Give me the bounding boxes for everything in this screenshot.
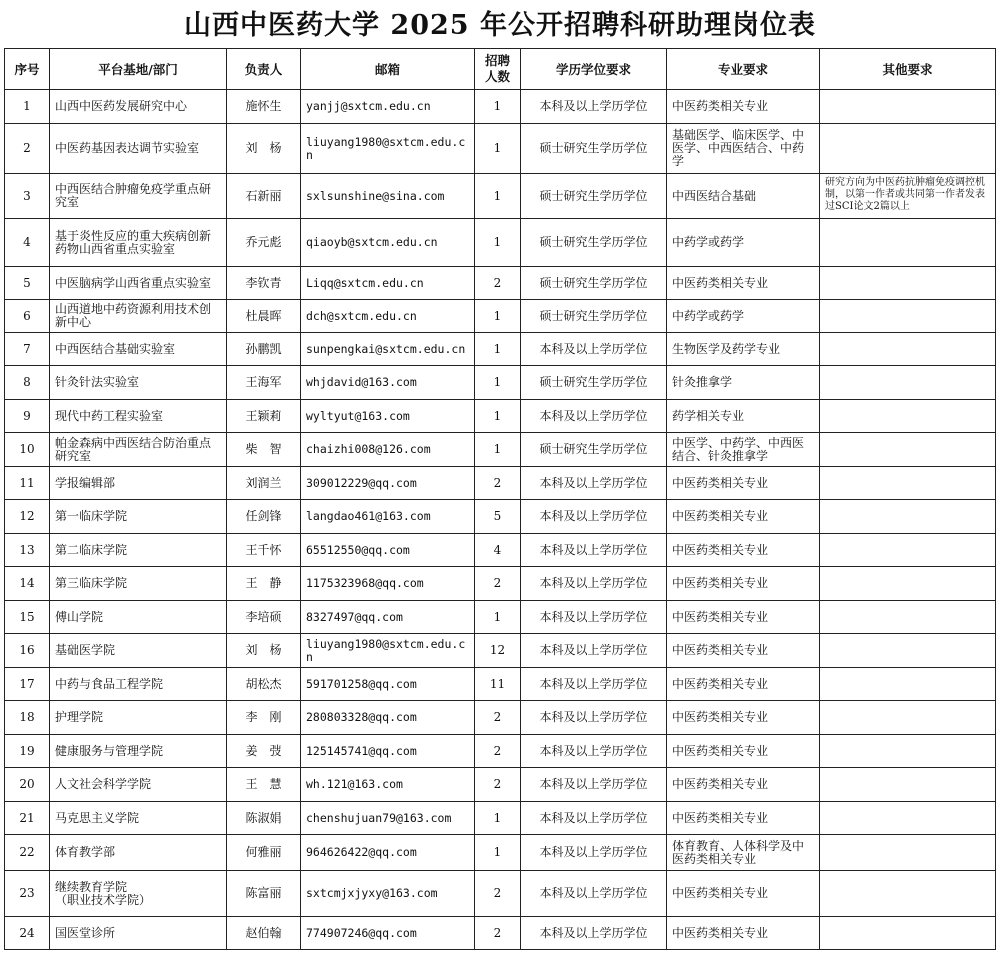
cell-department: 第三临床学院 <box>50 567 227 601</box>
cell-education: 硕士研究生学历学位 <box>521 219 667 267</box>
cell-other <box>820 634 996 668</box>
cell-head: 姜 弢 <box>227 735 301 768</box>
cell-department: 中医脑病学山西省重点实验室 <box>50 267 227 300</box>
cell-no: 13 <box>5 534 50 567</box>
cell-department: 山西中医药发展研究中心 <box>50 90 227 124</box>
header-cell: 序号 <box>5 49 50 90</box>
cell-education: 硕士研究生学历学位 <box>521 366 667 400</box>
cell-other <box>820 433 996 467</box>
header-cell: 专业要求 <box>667 49 820 90</box>
cell-major: 中医药类相关专业 <box>667 802 820 835</box>
cell-no: 4 <box>5 219 50 267</box>
cell-count: 1 <box>475 219 521 267</box>
cell-head: 赵伯翰 <box>227 917 301 950</box>
cell-other <box>820 735 996 768</box>
table-row <box>5 871 996 917</box>
cell-other <box>820 267 996 300</box>
cell-no: 5 <box>5 267 50 300</box>
cell-head: 石新丽 <box>227 174 301 219</box>
cell-head: 王 静 <box>227 567 301 601</box>
cell-no: 1 <box>5 90 50 124</box>
cell-major: 中医药类相关专业 <box>667 871 820 917</box>
cell-head: 王千怀 <box>227 534 301 567</box>
cell-other <box>820 90 996 124</box>
page-title: 山西中医药大学 2025 年公开招聘科研助理岗位表 <box>184 10 816 41</box>
cell-no: 24 <box>5 917 50 950</box>
header-row <box>5 49 996 90</box>
cell-email: sunpengkai@sxtcm.edu.cn <box>301 333 475 366</box>
cell-email: liuyang1980@sxtcm.edu.cn <box>301 634 475 668</box>
cell-count: 2 <box>475 701 521 735</box>
cell-count: 1 <box>475 601 521 634</box>
cell-other <box>820 835 996 871</box>
table-row <box>5 634 996 668</box>
cell-major: 中医药类相关专业 <box>667 701 820 735</box>
cell-no: 15 <box>5 601 50 634</box>
cell-count: 1 <box>475 300 521 333</box>
cell-head: 刘 杨 <box>227 124 301 174</box>
cell-count: 2 <box>475 768 521 802</box>
cell-count: 2 <box>475 735 521 768</box>
cell-email: liuyang1980@sxtcm.edu.cn <box>301 124 475 174</box>
cell-email: 1175323968@qq.com <box>301 567 475 601</box>
cell-department: 基于炎性反应的重大疾病创新药物山西省重点实验室 <box>50 219 227 267</box>
table-row <box>5 701 996 735</box>
cell-head: 王颖莉 <box>227 400 301 433</box>
cell-department: 傅山学院 <box>50 601 227 634</box>
cell-count: 1 <box>475 400 521 433</box>
cell-count: 11 <box>475 668 521 701</box>
cell-count: 2 <box>475 267 521 300</box>
cell-head: 乔元彪 <box>227 219 301 267</box>
header-cell: 其他要求 <box>820 49 996 90</box>
cell-email: 309012229@qq.com <box>301 467 475 500</box>
cell-major: 基础医学、临床医学、中医学、中西医结合、中药学 <box>667 124 820 174</box>
cell-major: 中药学或药学 <box>667 219 820 267</box>
table-row <box>5 768 996 802</box>
cell-department: 帕金森病中西医结合防治重点研究室 <box>50 433 227 467</box>
table-row <box>5 917 996 950</box>
cell-count: 1 <box>475 124 521 174</box>
cell-department: 针灸针法实验室 <box>50 366 227 400</box>
cell-education: 本科及以上学历学位 <box>521 634 667 668</box>
cell-head: 杜晨晖 <box>227 300 301 333</box>
cell-education: 本科及以上学历学位 <box>521 871 667 917</box>
cell-major: 中医药类相关专业 <box>667 735 820 768</box>
cell-major: 中医药类相关专业 <box>667 768 820 802</box>
cell-education: 本科及以上学历学位 <box>521 500 667 534</box>
cell-email: sxlsunshine@sina.com <box>301 174 475 219</box>
cell-email: 65512550@qq.com <box>301 534 475 567</box>
table-row <box>5 219 996 267</box>
cell-no: 14 <box>5 567 50 601</box>
cell-count: 1 <box>475 433 521 467</box>
cell-major: 中医药类相关专业 <box>667 500 820 534</box>
cell-education: 本科及以上学历学位 <box>521 701 667 735</box>
cell-major: 针灸推拿学 <box>667 366 820 400</box>
cell-other <box>820 601 996 634</box>
cell-email: 591701258@qq.com <box>301 668 475 701</box>
cell-department: 中医药基因表达调节实验室 <box>50 124 227 174</box>
cell-head: 刘润兰 <box>227 467 301 500</box>
positions-table <box>4 48 996 950</box>
cell-education: 本科及以上学历学位 <box>521 917 667 950</box>
cell-head: 王 慧 <box>227 768 301 802</box>
cell-major: 中医药类相关专业 <box>667 567 820 601</box>
cell-major: 中医药类相关专业 <box>667 917 820 950</box>
table-row <box>5 735 996 768</box>
cell-department: 基础医学院 <box>50 634 227 668</box>
cell-department: 护理学院 <box>50 701 227 735</box>
cell-education: 本科及以上学历学位 <box>521 668 667 701</box>
cell-count: 2 <box>475 567 521 601</box>
cell-education: 本科及以上学历学位 <box>521 735 667 768</box>
table-row <box>5 400 996 433</box>
cell-other <box>820 701 996 735</box>
cell-count: 4 <box>475 534 521 567</box>
cell-no: 12 <box>5 500 50 534</box>
cell-major: 生物医学及药学专业 <box>667 333 820 366</box>
cell-department: 中药与食品工程学院 <box>50 668 227 701</box>
cell-email: Liqq@sxtcm.edu.cn <box>301 267 475 300</box>
cell-education: 本科及以上学历学位 <box>521 835 667 871</box>
cell-count: 2 <box>475 871 521 917</box>
cell-count: 1 <box>475 366 521 400</box>
table-row <box>5 300 996 333</box>
cell-other <box>820 917 996 950</box>
cell-email: sxtcmjxjyxy@163.com <box>301 871 475 917</box>
cell-department: 马克思主义学院 <box>50 802 227 835</box>
cell-head: 刘 杨 <box>227 634 301 668</box>
table-row <box>5 90 996 124</box>
table-row <box>5 433 996 467</box>
cell-major: 中医药类相关专业 <box>667 601 820 634</box>
cell-no: 19 <box>5 735 50 768</box>
cell-email: wyltyut@163.com <box>301 400 475 433</box>
cell-other <box>820 871 996 917</box>
table-row <box>5 467 996 500</box>
cell-no: 16 <box>5 634 50 668</box>
cell-email: dch@sxtcm.edu.cn <box>301 300 475 333</box>
table-row <box>5 601 996 634</box>
cell-email: whjdavid@163.com <box>301 366 475 400</box>
cell-major: 中医学、中药学、中西医结合、针灸推拿学 <box>667 433 820 467</box>
cell-count: 2 <box>475 467 521 500</box>
header-cell: 负责人 <box>227 49 301 90</box>
cell-major: 中西医结合基础 <box>667 174 820 219</box>
cell-no: 10 <box>5 433 50 467</box>
cell-major: 中医药类相关专业 <box>667 668 820 701</box>
cell-count: 1 <box>475 835 521 871</box>
cell-count: 5 <box>475 500 521 534</box>
cell-head: 李 刚 <box>227 701 301 735</box>
cell-major: 中医药类相关专业 <box>667 534 820 567</box>
cell-no: 21 <box>5 802 50 835</box>
cell-department: 国医堂诊所 <box>50 917 227 950</box>
cell-head: 陈淑娟 <box>227 802 301 835</box>
cell-other <box>820 219 996 267</box>
cell-no: 11 <box>5 467 50 500</box>
cell-education: 本科及以上学历学位 <box>521 400 667 433</box>
cell-education: 本科及以上学历学位 <box>521 802 667 835</box>
cell-no: 2 <box>5 124 50 174</box>
cell-count: 1 <box>475 333 521 366</box>
cell-count: 1 <box>475 90 521 124</box>
cell-department: 第一临床学院 <box>50 500 227 534</box>
cell-count: 2 <box>475 917 521 950</box>
cell-head: 施怀生 <box>227 90 301 124</box>
cell-major: 中医药类相关专业 <box>667 267 820 300</box>
cell-no: 9 <box>5 400 50 433</box>
cell-head: 柴 智 <box>227 433 301 467</box>
cell-email: chaizhi008@126.com <box>301 433 475 467</box>
table-row <box>5 124 996 174</box>
cell-major: 体育教育、人体科学及中医药类相关专业 <box>667 835 820 871</box>
cell-department: 现代中药工程实验室 <box>50 400 227 433</box>
cell-other <box>820 467 996 500</box>
cell-head: 李钦青 <box>227 267 301 300</box>
cell-education: 本科及以上学历学位 <box>521 90 667 124</box>
cell-email: chenshujuan79@163.com <box>301 802 475 835</box>
cell-no: 7 <box>5 333 50 366</box>
cell-education: 硕士研究生学历学位 <box>521 267 667 300</box>
cell-education: 硕士研究生学历学位 <box>521 300 667 333</box>
table-row <box>5 500 996 534</box>
cell-education: 本科及以上学历学位 <box>521 567 667 601</box>
table-row <box>5 835 996 871</box>
cell-other <box>820 768 996 802</box>
cell-other <box>820 124 996 174</box>
cell-head: 任剑锋 <box>227 500 301 534</box>
table-row <box>5 333 996 366</box>
cell-education: 本科及以上学历学位 <box>521 601 667 634</box>
cell-email: 774907246@qq.com <box>301 917 475 950</box>
cell-department: 健康服务与管理学院 <box>50 735 227 768</box>
cell-education: 硕士研究生学历学位 <box>521 124 667 174</box>
cell-other <box>820 802 996 835</box>
cell-education: 本科及以上学历学位 <box>521 467 667 500</box>
cell-department: 学报编辑部 <box>50 467 227 500</box>
cell-email: yanjj@sxtcm.edu.cn <box>301 90 475 124</box>
cell-department: 继续教育学院 （职业技术学院） <box>50 871 227 917</box>
cell-major: 药学相关专业 <box>667 400 820 433</box>
cell-count: 12 <box>475 634 521 668</box>
cell-department: 体育教学部 <box>50 835 227 871</box>
cell-other <box>820 300 996 333</box>
table-row <box>5 366 996 400</box>
cell-major: 中医药类相关专业 <box>667 467 820 500</box>
table-row <box>5 567 996 601</box>
cell-head: 孙鹏凯 <box>227 333 301 366</box>
table-row <box>5 267 996 300</box>
cell-head: 陈富丽 <box>227 871 301 917</box>
cell-count: 1 <box>475 802 521 835</box>
cell-major: 中医药类相关专业 <box>667 90 820 124</box>
header-cell: 平台基地/部门 <box>50 49 227 90</box>
cell-education: 本科及以上学历学位 <box>521 768 667 802</box>
cell-department: 第二临床学院 <box>50 534 227 567</box>
cell-head: 何雅丽 <box>227 835 301 871</box>
cell-major: 中医药类相关专业 <box>667 634 820 668</box>
cell-major: 中药学或药学 <box>667 300 820 333</box>
cell-education: 硕士研究生学历学位 <box>521 433 667 467</box>
cell-other <box>820 567 996 601</box>
cell-email: 125145741@qq.com <box>301 735 475 768</box>
cell-other <box>820 333 996 366</box>
cell-department: 中西医结合基础实验室 <box>50 333 227 366</box>
cell-no: 18 <box>5 701 50 735</box>
cell-head: 王海军 <box>227 366 301 400</box>
cell-other <box>820 400 996 433</box>
cell-other <box>820 500 996 534</box>
cell-no: 22 <box>5 835 50 871</box>
cell-no: 23 <box>5 871 50 917</box>
table-row <box>5 802 996 835</box>
cell-email: 280803328@qq.com <box>301 701 475 735</box>
cell-count: 1 <box>475 174 521 219</box>
table-row <box>5 668 996 701</box>
cell-department: 人文社会科学学院 <box>50 768 227 802</box>
cell-other <box>820 668 996 701</box>
cell-other: 研究方向为中医药抗肿瘤免疫调控机制，以第一作者或共同第一作者发表过SCI论文2篇以上 <box>820 174 996 219</box>
cell-department: 山西道地中药资源利用技术创新中心 <box>50 300 227 333</box>
cell-email: 8327497@qq.com <box>301 601 475 634</box>
cell-email: qiaoyb@sxtcm.edu.cn <box>301 219 475 267</box>
cell-no: 8 <box>5 366 50 400</box>
cell-other <box>820 366 996 400</box>
cell-education: 本科及以上学历学位 <box>521 333 667 366</box>
header-cell: 学历学位要求 <box>521 49 667 90</box>
cell-email: langdao461@163.com <box>301 500 475 534</box>
cell-no: 6 <box>5 300 50 333</box>
cell-other <box>820 534 996 567</box>
cell-email: 964626422@qq.com <box>301 835 475 871</box>
header-cell: 招聘人数 <box>475 49 521 90</box>
cell-no: 20 <box>5 768 50 802</box>
cell-education: 硕士研究生学历学位 <box>521 174 667 219</box>
cell-no: 17 <box>5 668 50 701</box>
table-row <box>5 534 996 567</box>
cell-no: 3 <box>5 174 50 219</box>
cell-head: 李培硕 <box>227 601 301 634</box>
header-cell: 邮箱 <box>301 49 475 90</box>
cell-department: 中西医结合肿瘤免疫学重点研究室 <box>50 174 227 219</box>
cell-head: 胡松杰 <box>227 668 301 701</box>
cell-education: 本科及以上学历学位 <box>521 534 667 567</box>
table-row <box>5 174 996 219</box>
cell-email: wh.121@163.com <box>301 768 475 802</box>
